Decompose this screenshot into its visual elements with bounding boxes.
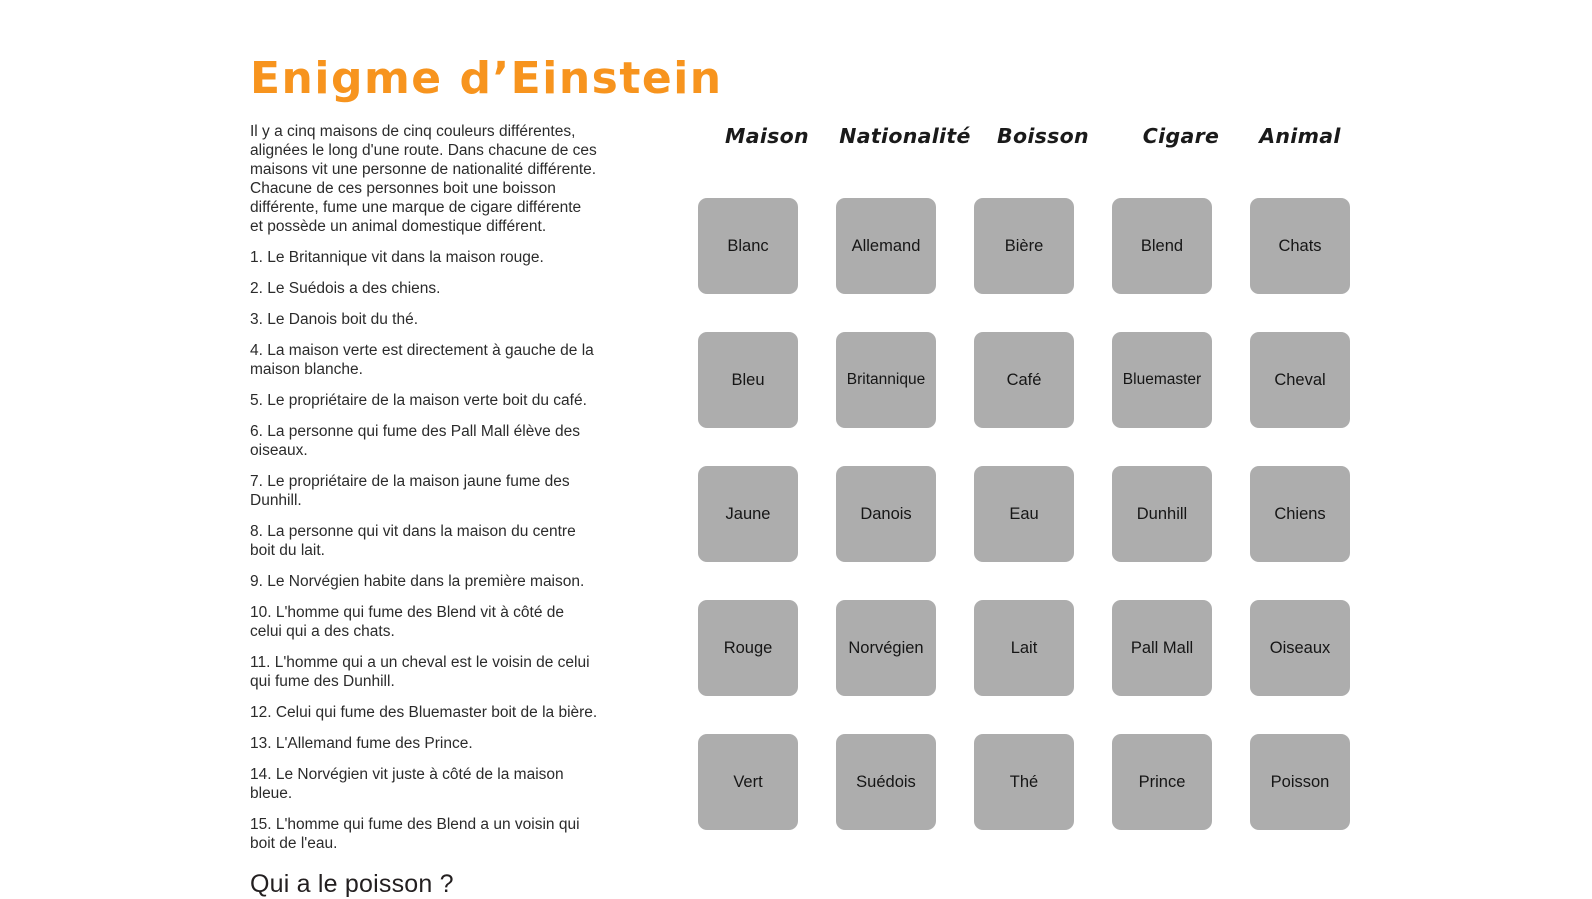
intro-paragraph: Il y a cinq maisons de cinq couleurs différentes, alignées le long d'une route. Dans chacune de ces maisons vit une personne de nationalité différente. Chacune de ces personnes boit une boisson différente, fume une marque de cigare différente et possède un animal domestique différent. xyxy=(250,123,597,235)
tile-boisson[interactable]: Café xyxy=(974,332,1074,428)
tile-maison[interactable]: Rouge xyxy=(698,600,798,696)
final-question: Qui a le poisson ? xyxy=(250,870,454,898)
grid-header-maison: Maison xyxy=(725,124,809,148)
grid-cell xyxy=(974,734,1112,830)
grid-cell xyxy=(698,734,836,830)
grid-cell xyxy=(836,600,974,696)
clue-item-14: 14. Le Norvégien vit juste à côté de la maison bleue. xyxy=(250,766,564,802)
grid-cell xyxy=(1250,600,1350,696)
tile-nationalite[interactable]: Allemand xyxy=(836,198,936,294)
tile-cigare[interactable]: Pall Mall xyxy=(1112,600,1212,696)
tile-boisson[interactable]: Lait xyxy=(974,600,1074,696)
grid-cell xyxy=(698,332,836,428)
clue-item-3: 3. Le Danois boit du thé. xyxy=(250,311,419,328)
tile-nationalite[interactable]: Suédois xyxy=(836,734,936,830)
grid-cell xyxy=(836,466,974,562)
grid-cell xyxy=(974,466,1112,562)
grid-cell xyxy=(974,600,1112,696)
tile-cigare[interactable]: Blend xyxy=(1112,198,1212,294)
grid-cell xyxy=(698,600,836,696)
clue-item-7: 7. Le propriétaire de la maison jaune fume des Dunhill. xyxy=(250,473,570,509)
clue-item-6: 6. La personne qui fume des Pall Mall élève des oiseaux. xyxy=(250,423,581,459)
clue-item-10: 10. L'homme qui fume des Blend vit à côté de celui qui a des chats. xyxy=(250,604,565,640)
clue-item-1: 1. Le Britannique vit dans la maison rouge. xyxy=(250,249,544,266)
tile-maison[interactable]: Jaune xyxy=(698,466,798,562)
tile-animal[interactable]: Poisson xyxy=(1250,734,1350,830)
tile-boisson[interactable]: Thé xyxy=(974,734,1074,830)
grid-cell xyxy=(1112,734,1250,830)
grid-cell xyxy=(836,198,974,294)
page-title: Enigme d’Einstein xyxy=(250,53,723,105)
clue-item-5: 5. Le propriétaire de la maison verte boit du café. xyxy=(250,392,587,409)
tile-animal[interactable]: Chats xyxy=(1250,198,1350,294)
puzzle-text-panel xyxy=(250,122,598,899)
grid-row xyxy=(698,600,1358,696)
grid-cell xyxy=(1250,466,1350,562)
grid-row xyxy=(698,198,1358,294)
grid-header-boisson: Boisson xyxy=(997,124,1089,148)
tile-nationalite[interactable]: Norvégien xyxy=(836,600,936,696)
tile-animal[interactable]: Chiens xyxy=(1250,466,1350,562)
grid-cell xyxy=(974,332,1112,428)
grid-cell xyxy=(1112,466,1250,562)
tile-nationalite[interactable]: Danois xyxy=(836,466,936,562)
grid-row xyxy=(698,466,1358,562)
grid-header-nationalite: Nationalité xyxy=(839,124,971,148)
grid-body xyxy=(698,198,1358,830)
clue-item-13: 13. L'Allemand fume des Prince. xyxy=(250,735,473,752)
tile-maison[interactable]: Bleu xyxy=(698,332,798,428)
grid-cell xyxy=(1250,734,1350,830)
clue-item-9: 9. Le Norvégien habite dans la première maison. xyxy=(250,573,585,590)
clue-item-15: 15. L'homme qui fume des Blend a un voisin qui boit de l'eau. xyxy=(250,816,580,852)
tile-boisson[interactable]: Eau xyxy=(974,466,1074,562)
tile-cigare[interactable]: Bluemaster xyxy=(1112,332,1212,428)
grid-header-cigare: Cigare xyxy=(1142,124,1220,148)
grid-row xyxy=(698,734,1358,830)
tile-boisson[interactable]: Bière xyxy=(974,198,1074,294)
grid-row xyxy=(698,332,1358,428)
answer-grid xyxy=(698,124,1358,868)
grid-cell xyxy=(698,466,836,562)
grid-cell xyxy=(1250,332,1350,428)
grid-cell xyxy=(836,332,974,428)
clue-item-2: 2. Le Suédois a des chiens. xyxy=(250,280,441,297)
grid-cell xyxy=(836,734,974,830)
tile-animal[interactable]: Cheval xyxy=(1250,332,1350,428)
clue-item-4: 4. La maison verte est directement à gauche de la maison blanche. xyxy=(250,342,594,378)
tile-animal[interactable]: Oiseaux xyxy=(1250,600,1350,696)
clue-item-12: 12. Celui qui fume des Bluemaster boit de la bière. xyxy=(250,704,598,721)
tile-maison[interactable]: Vert xyxy=(698,734,798,830)
tile-maison[interactable]: Blanc xyxy=(698,198,798,294)
grid-cell xyxy=(698,198,836,294)
grid-cell xyxy=(1112,198,1250,294)
tile-nationalite[interactable]: Britannique xyxy=(836,332,936,428)
clue-item-8: 8. La personne qui vit dans la maison du centre boit du lait. xyxy=(250,523,576,559)
grid-header-animal: Animal xyxy=(1259,124,1341,148)
tile-cigare[interactable]: Dunhill xyxy=(1112,466,1212,562)
tile-cigare[interactable]: Prince xyxy=(1112,734,1212,830)
clue-item-11: 11. L'homme qui a un cheval est le voisin de celui qui fume des Dunhill. xyxy=(250,654,590,690)
grid-cell xyxy=(974,198,1112,294)
grid-cell xyxy=(1112,600,1250,696)
grid-cell xyxy=(1112,332,1250,428)
grid-header-row xyxy=(698,124,1358,160)
grid-cell xyxy=(1250,198,1350,294)
